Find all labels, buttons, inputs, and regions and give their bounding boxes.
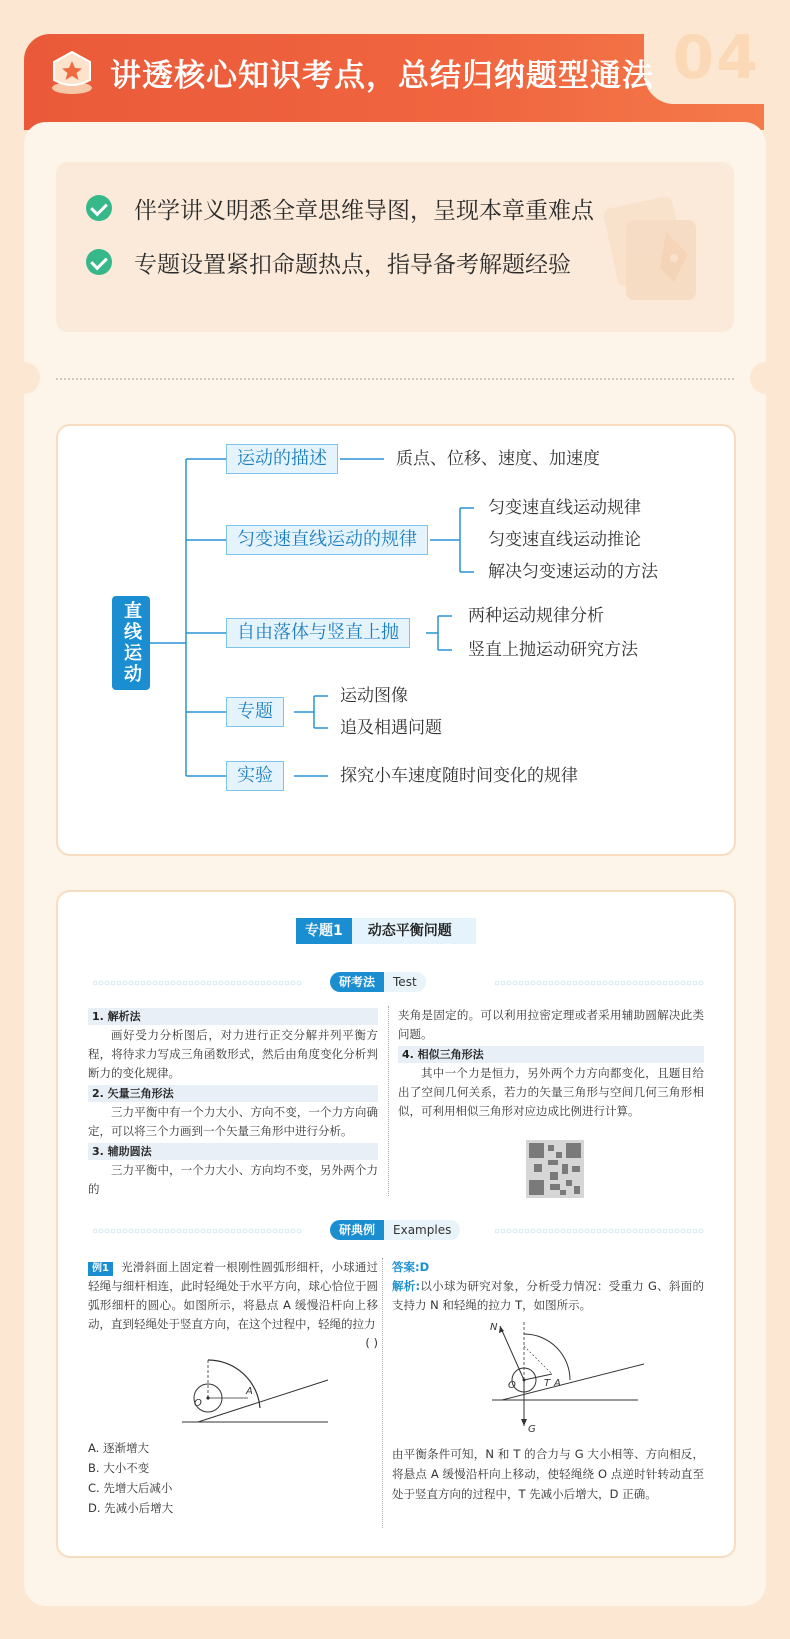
wave-divider	[92, 980, 302, 986]
example-text: 光滑斜面上固定着一根刚性圆弧形细杆，小球通过轻绳与细杆相连，此时轻绳处于水平方向，球心恰位于圆弧形细杆的圆心。如图所示，将悬点 A 缓慢沿杆向上移动，直到轻绳处于竖直方向，在这个过程中，轻绳的拉力	[88, 1260, 378, 1331]
subheading: 2. 矢量三角形法	[88, 1085, 378, 1102]
fountain-pen-icon	[604, 192, 714, 302]
section-tag-cn: 研典例	[330, 1220, 384, 1240]
solution-column	[392, 1258, 704, 1315]
analysis-label: 解析:	[392, 1279, 421, 1293]
label-n: N	[490, 1322, 498, 1333]
branch-node: 匀变速直线运动的规律	[226, 525, 428, 555]
paragraph: 三力平衡中有一个力大小、方向不变，一个力方向确定，可以将三个力画到一个矢量三角形中进行分析。	[88, 1105, 378, 1138]
subheading: 4. 相似三角形法	[398, 1046, 704, 1063]
analysis-text: 以小球为研究对象，分析受力情况：受重力 G、斜面的支持力 N 和轻绳的拉力 T，如图所示。	[392, 1279, 704, 1312]
answer-label: 答案:	[392, 1260, 420, 1274]
section-header-examples	[92, 1220, 704, 1240]
paragraph: 三力平衡中，一个力大小、方向均不变，另外两个力的	[88, 1163, 378, 1196]
right-column	[398, 1006, 704, 1121]
solution-figure	[488, 1316, 658, 1434]
leaf-node: 匀变速直线运动推论	[488, 530, 641, 550]
feature-point	[86, 244, 571, 280]
check-circle-icon	[86, 249, 112, 275]
column-separator	[382, 1258, 383, 1528]
qr-code-icon[interactable]	[526, 1140, 584, 1198]
paragraph: 其中一个力是恒力，另外两个力方向都变化，且题目给出了空间几何关系，若力的矢量三角形与空间几何三角形相似，可利用相似三角形对应边成比例进行计算。	[398, 1066, 704, 1118]
leaf-node: 两种运动规律分析	[468, 606, 604, 626]
option-b[interactable]: B. 大小不变	[88, 1461, 150, 1475]
leaf-node: 追及相遇问题	[340, 718, 442, 738]
conclusion: 由平衡条件可知，N 和 T 的合力与 G 大小相等、方向相反，将悬点 A 缓慢沿杆向上移动，使轻绳绕 O 点逆时针转动直至处于竖直方向的过程中，T 先减小后增大，D 正确。	[392, 1447, 704, 1501]
column-separator	[388, 1006, 389, 1196]
topic-name: 动态平衡问题	[352, 918, 476, 944]
wave-divider	[494, 1228, 704, 1234]
sample-page	[56, 890, 736, 1558]
section-tag-en: Test	[384, 972, 426, 992]
section-tag	[330, 972, 426, 992]
leaf-node: 运动图像	[340, 686, 408, 706]
section-tag	[330, 1220, 460, 1240]
feature-point-text: 伴学讲义明悉全章思维导图，呈现本章重难点	[134, 197, 594, 224]
options-list	[88, 1438, 173, 1518]
branch-node: 自由落体与竖直上抛	[226, 618, 410, 648]
branch-node: 运动的描述	[226, 444, 338, 474]
leaf-node: 匀变速直线运动规律	[488, 498, 641, 518]
feature-point-text: 专题设置紧扣命题热点，指导备考解题经验	[134, 251, 571, 278]
mind-map	[56, 424, 736, 856]
dashed-divider	[56, 378, 734, 380]
label-a: A	[554, 1378, 561, 1389]
example-tag: 例1	[88, 1262, 113, 1276]
chapter-number: 04	[672, 23, 760, 93]
branch-node: 实验	[226, 761, 284, 791]
check-circle-icon	[86, 195, 112, 221]
feature-point	[86, 190, 594, 226]
branch-node: 专题	[226, 697, 284, 727]
header-title: 讲透核心知识考点，总结归纳题型通法	[110, 58, 654, 94]
leaf-node: 解决匀变速运动的方法	[488, 562, 658, 582]
feature-points	[56, 162, 734, 332]
option-d[interactable]: D. 先减小后增大	[88, 1501, 174, 1515]
wave-divider	[494, 980, 704, 986]
example-figure	[168, 1352, 338, 1432]
option-a[interactable]: A. 逐渐增大	[88, 1441, 149, 1455]
paragraph: 画好受力分析图后，对力进行正交分解并列平衡方程，将待求力写成三角函数形式，然后由角度变化分析判断力的变化规律。	[88, 1028, 378, 1080]
subheading: 3. 辅助圆法	[88, 1143, 378, 1160]
mind-map-root: 直线运动	[112, 596, 150, 690]
subheading: 1. 解析法	[88, 1008, 378, 1025]
label-o: O	[508, 1380, 516, 1391]
leaf-node: 探究小车速度随时间变化的规律	[340, 766, 578, 786]
left-column	[88, 1006, 378, 1199]
label-t: T	[544, 1378, 551, 1389]
topic-label: 专题1	[296, 918, 352, 944]
section-tag-cn: 研考法	[330, 972, 384, 992]
section-header-test	[92, 972, 704, 992]
ticket-notch-right	[750, 362, 782, 394]
section-tag-en: Examples	[384, 1220, 460, 1240]
wave-divider	[92, 1228, 302, 1234]
option-c[interactable]: C. 先增大后减小	[88, 1481, 173, 1495]
ticket-notch-left	[8, 362, 40, 394]
example-column	[88, 1258, 378, 1353]
label-g: G	[528, 1424, 536, 1434]
star-badge-icon	[48, 48, 96, 96]
label-o: O	[194, 1398, 202, 1409]
label-a: A	[246, 1386, 253, 1397]
topic-header	[296, 918, 476, 944]
leaf-node: 质点、位移、速度、加速度	[396, 449, 600, 469]
paragraph: 夹角是固定的。可以利用拉密定理或者采用辅助圆解决此类问题。	[398, 1008, 704, 1041]
leaf-node: 竖直上抛运动研究方法	[468, 640, 638, 660]
answer-value: D	[419, 1260, 430, 1274]
answer-bracket: ( )	[365, 1336, 378, 1350]
